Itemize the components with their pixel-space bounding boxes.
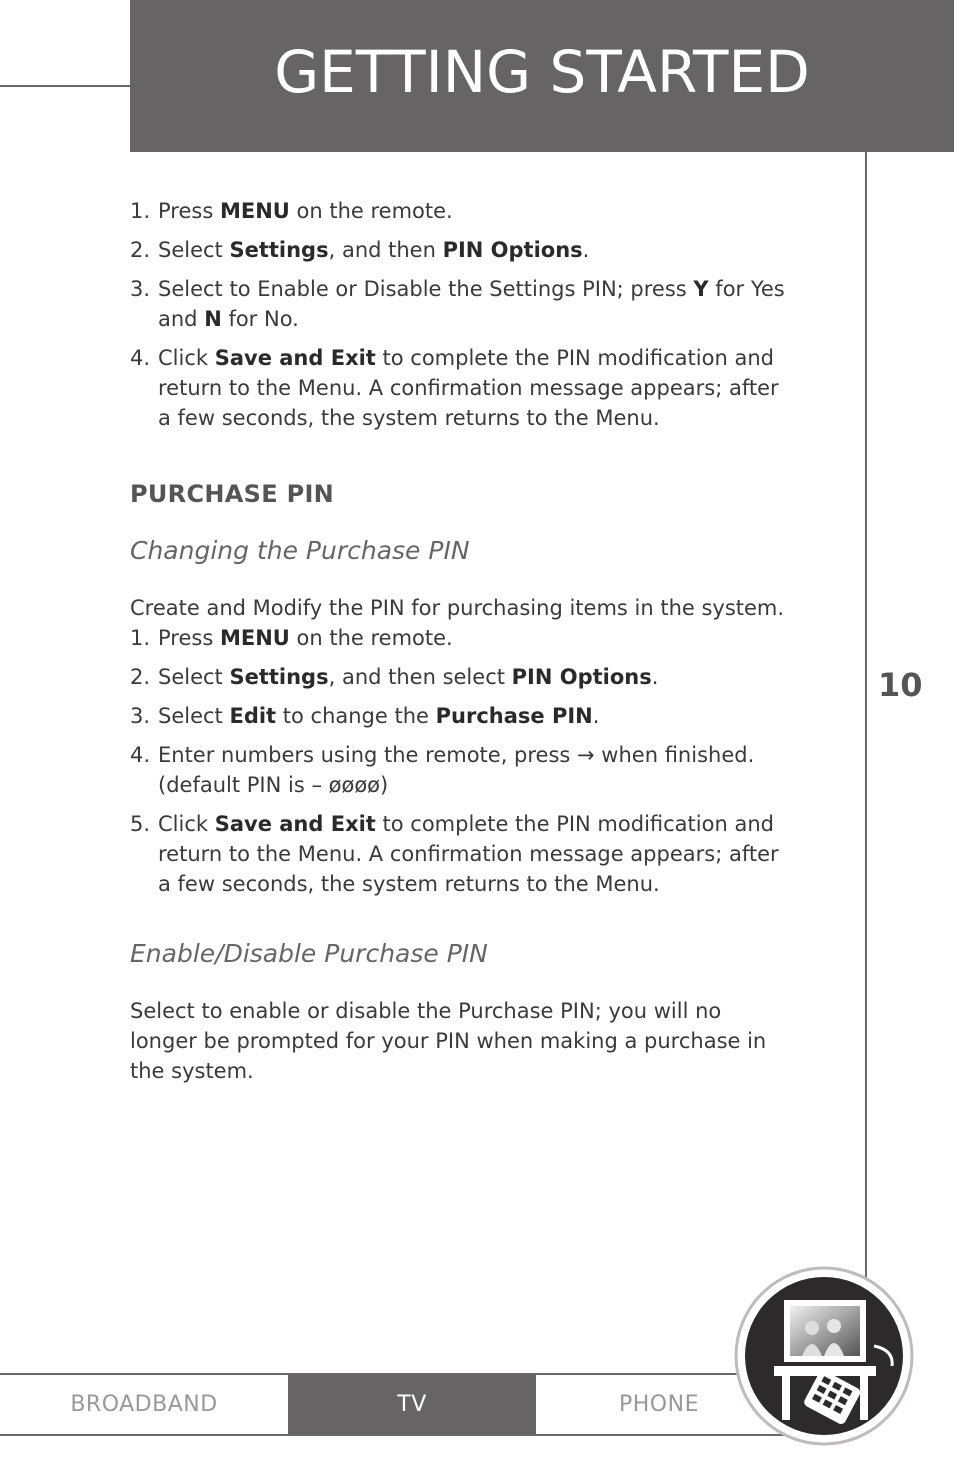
step-keyword: Purchase PIN: [435, 704, 593, 728]
page-number: 10: [878, 666, 923, 704]
step-number: 2.: [130, 665, 151, 689]
step-text: Enter numbers using the remote, press → when finished. (default PIN is – øøøø): [158, 743, 755, 797]
step-keyword: Save and Exit: [214, 812, 376, 836]
changing-purchase-pin-heading: Changing the Purchase PIN: [130, 536, 470, 565]
step-text: on the remote.: [289, 626, 453, 650]
step-text: Select: [158, 704, 230, 728]
step-text: Select: [158, 238, 230, 262]
step-text: for No.: [221, 307, 299, 331]
step-text: .: [651, 665, 659, 689]
left-rule: [0, 85, 130, 87]
step-item: [130, 662, 790, 692]
step-text: .: [582, 238, 590, 262]
step-text: Press: [158, 199, 220, 223]
step-item: [130, 196, 790, 226]
step-text: on the remote.: [289, 199, 453, 223]
enable-disable-purchase-pin-heading: Enable/Disable Purchase PIN: [130, 939, 488, 968]
step-text: Press: [158, 626, 220, 650]
step-keyword: PIN Options: [511, 665, 652, 689]
step-keyword: Edit: [229, 704, 277, 728]
step-item: [130, 740, 790, 800]
step-number: 4.: [130, 743, 151, 767]
step-text: to change the: [276, 704, 436, 728]
step-text: , and then: [328, 238, 443, 262]
page-title: GETTING STARTED: [274, 38, 810, 106]
step-text: to complete the PIN modification and return to the Menu. A confirmation message appears; after a few seconds, the system returns to the Menu.: [158, 812, 779, 896]
tv-viewers-icon: [734, 1266, 914, 1446]
step-item: [130, 623, 790, 653]
main-content: [130, 196, 790, 1086]
step-text: , and then select: [328, 665, 512, 689]
step-item: [130, 343, 790, 433]
step-text: for Yes and: [158, 277, 785, 331]
step-keyword: Y: [693, 277, 709, 301]
settings-pin-steps: [130, 196, 790, 433]
right-rule: [865, 152, 867, 1282]
step-text: Click: [158, 346, 215, 370]
changing-purchase-pin-intro: Create and Modify the PIN for purchasing items in the system.: [130, 596, 785, 620]
step-text: Select to Enable or Disable the Settings PIN; press: [158, 277, 694, 301]
step-text: to complete the PIN modification and return to the Menu. A confirmation message appears; after a few seconds, the system returns to the Menu.: [158, 346, 779, 430]
step-number: 5.: [130, 812, 151, 836]
step-keyword: MENU: [219, 199, 290, 223]
step-keyword: N: [204, 307, 222, 331]
enable-disable-purchase-pin-text: Select to enable or disable the Purchase PIN; you will no longer be prompted for your PIN when making a purchase in the system.: [130, 999, 767, 1083]
step-text: Click: [158, 812, 215, 836]
step-text: .: [592, 704, 600, 728]
step-number: 2.: [130, 238, 151, 262]
step-item: [130, 701, 790, 731]
step-number: 3.: [130, 277, 151, 301]
step-text: Select: [158, 665, 230, 689]
step-keyword: Settings: [229, 665, 329, 689]
step-item: [130, 235, 790, 265]
step-keyword: PIN Options: [442, 238, 583, 262]
tab-phone[interactable]: PHONE: [619, 1392, 699, 1417]
step-item: [130, 809, 790, 899]
tab-broadband[interactable]: BROADBAND: [70, 1392, 218, 1417]
step-keyword: MENU: [219, 626, 290, 650]
step-keyword: Settings: [229, 238, 329, 262]
step-number: 1.: [130, 626, 151, 650]
purchase-pin-heading: PURCHASE PIN: [130, 480, 335, 508]
step-number: 1.: [130, 199, 151, 223]
step-item: [130, 274, 790, 334]
tab-tv[interactable]: TV: [288, 1375, 536, 1434]
tabs-bottom-rule: [0, 1434, 790, 1436]
purchase-pin-steps: [130, 623, 790, 899]
step-number: 3.: [130, 704, 151, 728]
page-header: [130, 0, 954, 152]
step-keyword: Save and Exit: [214, 346, 376, 370]
step-number: 4.: [130, 346, 151, 370]
